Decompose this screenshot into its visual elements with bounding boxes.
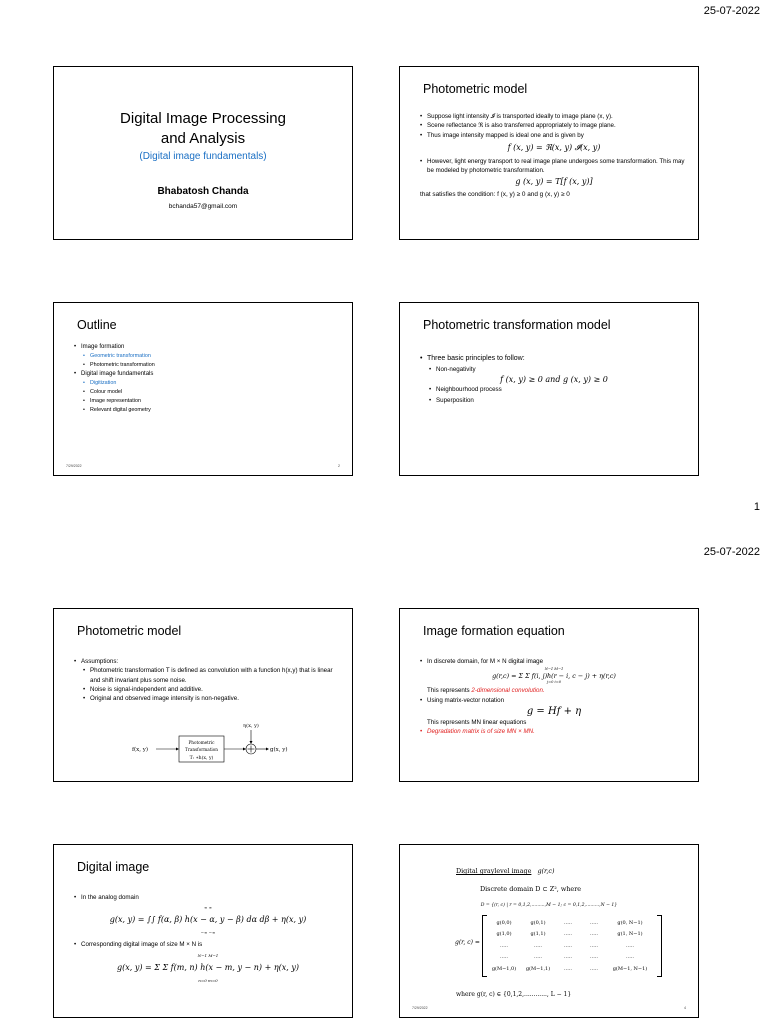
equation: g(x, y) = ∫∫ f(α, β) h(x − α, y − β) dα dβ + η(x, y) xyxy=(109,915,307,925)
matrix-cell: g(1, N−1) xyxy=(617,931,643,938)
matrix-cell: ..... xyxy=(590,919,598,926)
author-name: Bhabatosh Chanda xyxy=(157,186,249,197)
slide-heading: Image formation equation xyxy=(423,624,565,638)
sub-bullet: • Non-negativity xyxy=(429,365,688,376)
slide-photometric-model-1 xyxy=(399,66,699,240)
convolution-note xyxy=(420,686,688,695)
outline-subitem: • Colour model xyxy=(83,388,342,397)
matrix-cell: ..... xyxy=(590,954,598,961)
slide-footer-page: 4 xyxy=(684,1006,686,1010)
diagram-arrowhead xyxy=(243,748,246,751)
bullet: • Degradation matrix is of size MN × MN. xyxy=(420,727,688,736)
diagram-input-label: f(x, y) xyxy=(132,747,149,753)
equation-limits-top: N−1 M−1 xyxy=(197,952,219,958)
outline-subitem: • Image representation xyxy=(83,397,342,406)
slide-body xyxy=(420,112,688,200)
matrix-cell: g(1,1) xyxy=(530,931,546,938)
slide-outline xyxy=(53,302,353,476)
diagram-output-label: g(x, y) xyxy=(270,747,288,753)
bullet: • In discrete domain, for M × N digital image xyxy=(420,657,688,666)
equation-limits-top: N−1 M−1 xyxy=(544,667,564,672)
diagram-arrowhead xyxy=(250,741,253,744)
slide-subtitle: (Digital image fundamentals) xyxy=(139,151,267,162)
slide-graylevel-image xyxy=(399,844,699,1018)
page-number: 1 xyxy=(753,501,760,513)
slide-title xyxy=(53,66,353,240)
equation-limits-bottom: n=0 m=0 xyxy=(198,977,218,983)
convolution-equation xyxy=(420,666,688,686)
bullet: • In the analog domain xyxy=(74,893,342,902)
domain-line: Discrete domain D ⊂ Z², where xyxy=(480,885,582,893)
diagram-noise-label: η(x, y) xyxy=(243,723,259,729)
outline-subitem: • Geometric transformation xyxy=(83,352,342,361)
outline-subitem: • Photometric transformation xyxy=(83,361,342,370)
matrix-cell: ..... xyxy=(590,942,598,949)
matrix-cell: ..... xyxy=(564,931,572,938)
slide-image-formation-equation xyxy=(399,608,699,782)
bullet: • Three basic principles to follow: xyxy=(420,353,688,365)
diagram-arrowhead xyxy=(266,748,269,751)
diagram-box-label: Transformation xyxy=(185,747,218,752)
sub-bullet: • Photometric transformation T is defined as convolution with a function h(x,y) that is linear and shift invariant plus some noise. xyxy=(83,666,342,685)
highlight-text: 2-dimensional convolution. xyxy=(471,687,545,695)
diagram-arrowhead xyxy=(176,748,179,751)
bullet: • Thus image intensity mapped is ideal one and is given by xyxy=(420,131,688,140)
slide-footer-date: 7/29/2022 xyxy=(66,464,82,468)
matrix-cell: g(0,1) xyxy=(530,919,546,926)
slide-body xyxy=(420,657,688,736)
matrix-cell: g(1,0) xyxy=(496,931,512,938)
equation: g(x, y) = Σ Σ f(m, n) h(x − m, y − n) + η(x, y) xyxy=(116,962,299,972)
matrix-cell: ..... xyxy=(564,965,572,972)
slide-body xyxy=(420,353,688,406)
equation: g = Hf + η xyxy=(526,705,582,717)
graylevel-symbol: g(r,c) xyxy=(537,867,555,875)
slide-heading: Digital image xyxy=(77,860,150,874)
diagram-box-label: T: ∗h(x, y) xyxy=(189,756,214,761)
slide-digital-image xyxy=(53,844,353,1018)
slide-heading: Photometric transformation model xyxy=(423,318,611,332)
slide-footer-date: 7/29/2022 xyxy=(412,1006,428,1010)
slide-body xyxy=(74,893,342,988)
block-diagram xyxy=(130,721,300,769)
sub-bullet: • Original and observed image intensity is non-negative. xyxy=(83,694,342,703)
author-email: bchanda57@gmail.com xyxy=(168,203,238,210)
graylevel-heading: Digital graylevel image xyxy=(456,867,532,875)
matrix-cell: g(0, N−1) xyxy=(617,919,643,926)
bullet: • Scene reflectance ℜ is also transferred appropriately to image plane. xyxy=(420,121,688,130)
matrix-cell: ..... xyxy=(500,954,508,961)
where-line: where g(r, c) ∈ {0,1,2,............, L − 1} xyxy=(456,991,572,998)
matrix-brackets xyxy=(482,915,662,977)
matrix-cell: g(M−1,0) xyxy=(491,965,517,972)
text: This represents MN linear equations xyxy=(427,718,527,726)
slide-photometric-transformation xyxy=(399,302,699,476)
matrix-lhs: g(r, c) = xyxy=(455,939,480,946)
outline-subitem: • Digitization xyxy=(83,379,342,388)
bullet: • Suppose light intensity 𝓘 is transported ideally to image plane (x, y). xyxy=(420,112,688,121)
equation: g(r,c) = Σ Σ f(i, j)h(r − i, c − j) + η(r,c) xyxy=(492,672,616,681)
equation-limits-bottom: −∞ −∞ xyxy=(200,930,216,936)
sub-bullet: • Superposition xyxy=(429,396,688,407)
bullet: • Using matrix-vector notation xyxy=(420,696,688,705)
bullet: • Corresponding digital image of size M × N is xyxy=(74,940,342,949)
analog-equation xyxy=(74,902,342,940)
sub-bullet: • Neighbourhood process xyxy=(429,385,688,396)
slide-photometric-model-2 xyxy=(53,608,353,782)
matrix-grid xyxy=(487,917,657,975)
slide-heading: Outline xyxy=(77,318,117,332)
condition-text: that satisfies the condition: f (x, y) ≥ 0 and g (x, y) ≥ 0 xyxy=(420,191,570,199)
page-date: 25-07-2022 xyxy=(703,546,760,558)
matrix-cell: ..... xyxy=(534,942,542,949)
domain-set: D = {(r, c) | r = 0,1,2,.........,M − 1; c = 0,1,2,.........,N − 1} xyxy=(480,903,618,908)
matrix-cell: ..... xyxy=(534,954,542,961)
matrix-cell: ..... xyxy=(626,954,634,961)
slide-heading: Photometric model xyxy=(77,624,182,638)
slide-title-line2: and Analysis xyxy=(160,129,246,147)
bullet: • Assumptions: xyxy=(74,657,342,666)
sub-bullet: • Noise is signal-independent and additive. xyxy=(83,685,342,694)
slide-footer-page: 2 xyxy=(338,464,340,468)
matrix-cell: g(M−1, N−1) xyxy=(612,965,648,972)
equation: f (x, y) ≥ 0 and g (x, y) ≥ 0 xyxy=(500,375,608,385)
matrix-cell: ..... xyxy=(564,954,572,961)
slide-heading: Photometric model xyxy=(423,82,528,96)
equation: f (x, y) = ℜ(x, y) 𝓘(x, y) xyxy=(507,142,601,152)
bullet: • However, light energy transport to real image plane undergoes some transformation. This may be modeled by photometric transformation. xyxy=(420,157,688,176)
slide-body xyxy=(74,657,342,703)
equation-limits-bottom: j=0 i=0 xyxy=(546,680,561,685)
matrix-cell: ..... xyxy=(500,942,508,949)
matrix-cell: g(M−1,1) xyxy=(525,965,551,972)
matrix-cell: ..... xyxy=(564,919,572,926)
equation-limits-top: ∞ ∞ xyxy=(204,905,212,911)
equation: g (x, y) = T[f (x, y)] xyxy=(515,177,593,187)
matrix-cell: ..... xyxy=(590,965,598,972)
matrix-cell: ..... xyxy=(564,942,572,949)
outline-list xyxy=(74,343,342,415)
digital-equation xyxy=(74,950,342,988)
matrix-cell: g(0,0) xyxy=(496,919,512,926)
matrix-cell: ..... xyxy=(626,942,634,949)
outline-item: • Image formation xyxy=(74,343,342,352)
matrix-cell: ..... xyxy=(590,931,598,938)
outline-subitem: • Relevant digital geometry xyxy=(83,406,342,415)
outline-item: • Digital image fundamentals xyxy=(74,370,342,379)
page-date: 25-07-2022 xyxy=(703,5,760,17)
diagram-box-label: Photometric xyxy=(188,740,215,745)
slide-title-line1: Digital Image Processing xyxy=(120,110,286,127)
graylevel-heading-row xyxy=(456,867,555,875)
text: This represents xyxy=(427,687,472,695)
